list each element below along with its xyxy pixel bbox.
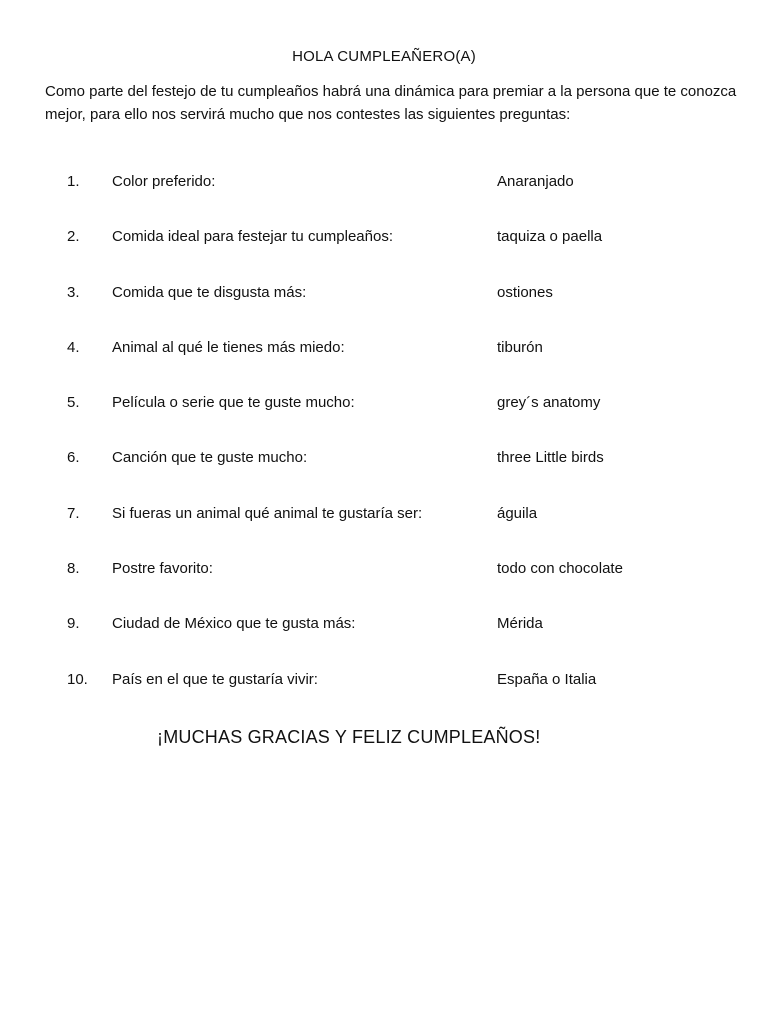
question-answer: grey´s anatomy [497,394,601,412]
question-number: 9. [67,615,80,633]
question-text: Película o serie que te guste mucho: [112,394,355,412]
question-row [0,615,768,670]
question-answer: Mérida [497,615,543,633]
question-text: País en el que te gustaría vivir: [112,670,318,688]
question-text: Si fueras un animal qué animal te gustaría ser: [112,504,423,522]
question-number: 10. [67,670,88,688]
question-text: Canción que te guste mucho: [112,449,308,467]
question-text: Ciudad de México que te gusta más: [112,615,356,633]
question-answer: Anaranjado [497,173,574,190]
question-answer: España o Italia [497,670,597,688]
question-row [0,505,768,560]
question-text: Comida que te disgusta más: [112,283,307,301]
question-text: Color preferido: [112,173,216,190]
question-row [0,394,768,449]
question-answer: ostiones [497,283,553,301]
question-number: 7. [67,504,80,522]
question-row [0,228,768,283]
question-number: 4. [67,338,80,356]
question-row [0,284,768,339]
question-answer: águila [497,504,538,522]
question-number: 5. [67,394,80,412]
question-text: Animal al qué le tienes más miedo: [112,338,345,356]
document-title: HOLA CUMPLEAÑERO(A) [292,48,476,65]
question-number: 8. [67,560,80,578]
question-answer: tiburón [497,338,543,356]
question-number: 6. [67,449,80,467]
question-number: 2. [67,228,80,246]
closing-message: ¡MUCHAS GRACIAS Y FELIZ CUMPLEAÑOS! [157,727,541,747]
question-row [0,560,768,615]
question-text: Postre favorito: [112,560,213,578]
question-number: 1. [67,173,80,190]
question-list [0,173,768,726]
question-answer: taquiza o paella [497,228,603,246]
question-row [0,173,768,228]
question-row [0,671,768,726]
question-answer: todo con chocolate [497,560,623,578]
intro-paragraph: Como parte del festejo de tu cumpleaños habrá una dinámica para premiar a la persona que te conozca mejor, para ello nos servirá mucho que nos contestes las siguientes preguntas: [45,83,737,123]
question-text: Comida ideal para festejar tu cumpleaños: [112,228,393,246]
question-row [0,339,768,394]
question-row [0,449,768,504]
question-answer: three Little birds [497,449,604,467]
question-number: 3. [67,283,80,301]
